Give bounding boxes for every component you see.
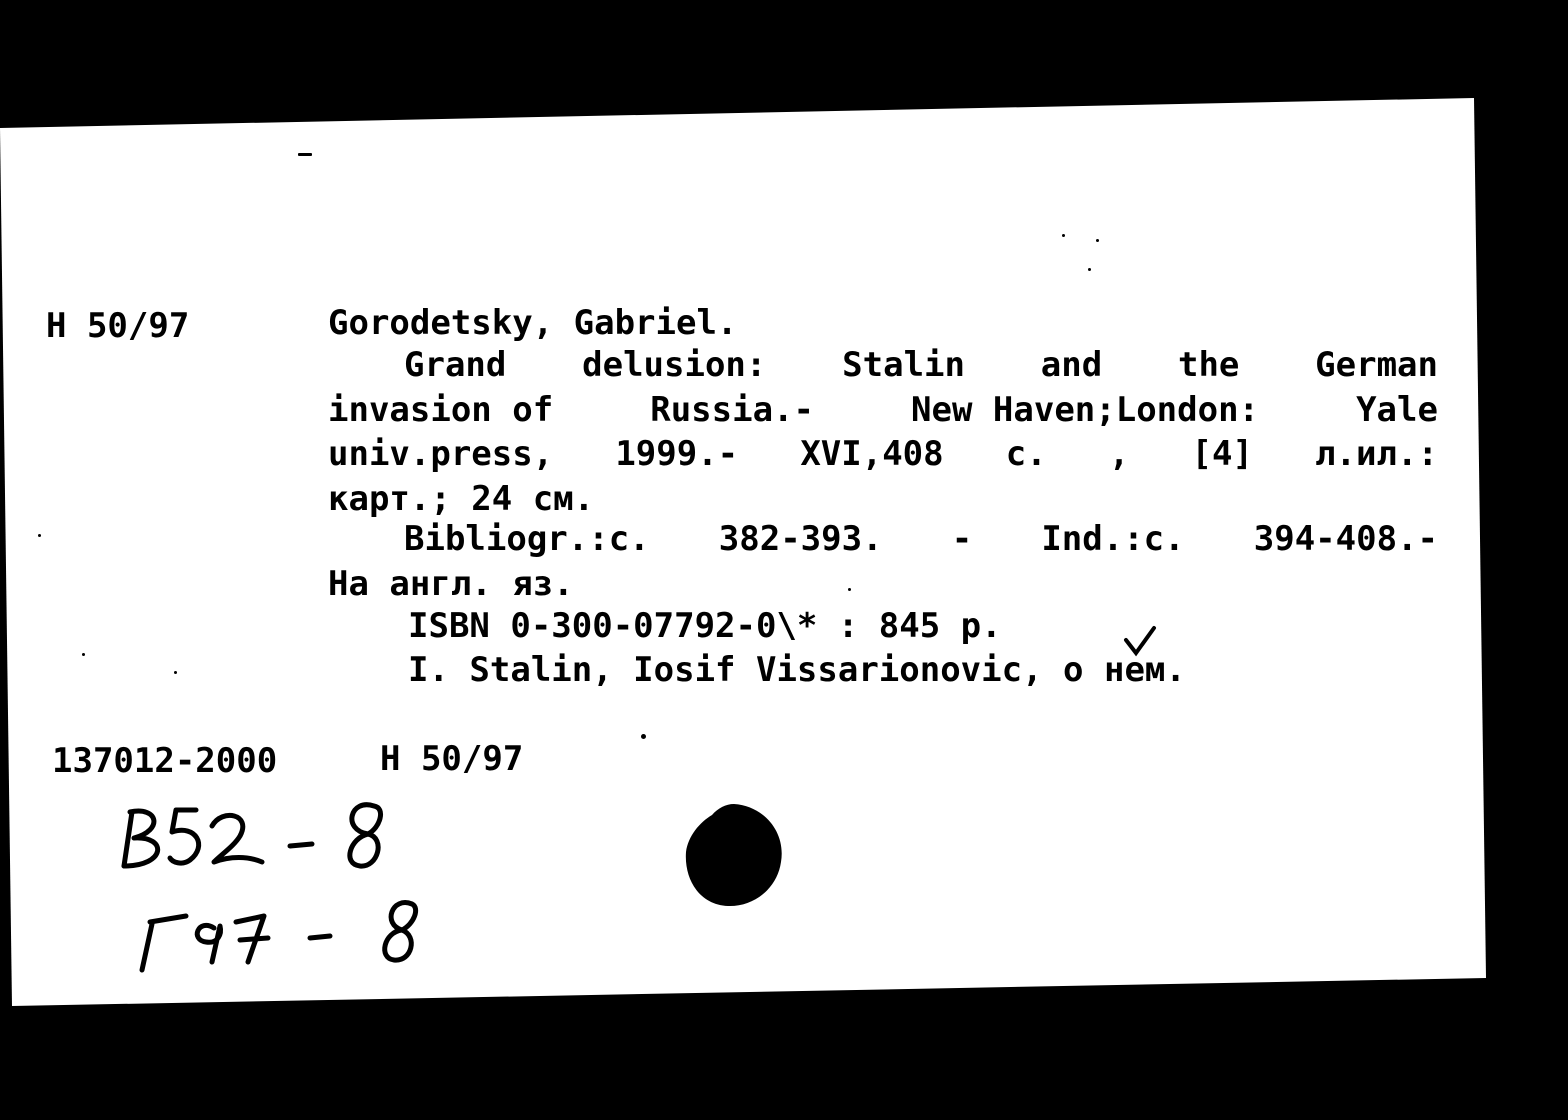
imprint-segment: 1999.- [615,434,739,474]
language-note: На англ. яз. [328,564,574,604]
title-word: delusion: [582,345,767,385]
title-segment: invasion of [328,390,554,430]
title-word: the [1177,345,1240,385]
physical-description: карт.; 24 см. [328,479,595,519]
subject-entry: I. Stalin, Iosif Vissarionovic, о нем. [408,650,1186,690]
note-segment: Ind.:c. [1041,519,1185,559]
imprint-segment: с. [1005,434,1047,474]
imprint-segment: , [1108,434,1130,474]
title-segment: New Haven;London: [911,390,1260,430]
note-segment: - [951,519,973,559]
footer-call-number: Н 50/97 [380,739,524,779]
note-segment: 394-408.- [1253,519,1438,559]
author-heading: Gorodetsky, Gabriel. [328,303,738,343]
title-segment: Yale [1356,390,1438,430]
title-word: Grand [404,345,507,385]
title-segment: Russia.- [650,390,814,430]
imprint-segment: univ.press, [328,434,554,474]
note-segment: 382-393. [718,519,883,559]
imprint-segment: XVI,408 [800,434,944,474]
inventory-number: 137012-2000 [52,741,278,781]
imprint-segment: [4] [1191,434,1253,474]
imprint-segment: л.ил.: [1315,434,1438,474]
title-word: German [1315,345,1438,385]
note-segment: Bibliogr.:c. [404,519,650,559]
title-word: Stalin [842,345,965,385]
call-number: Н 50/97 [46,306,190,346]
isbn-price: ISBN 0-300-07792-0\* : 845 р. [408,606,1002,646]
title-word: and [1040,345,1103,385]
